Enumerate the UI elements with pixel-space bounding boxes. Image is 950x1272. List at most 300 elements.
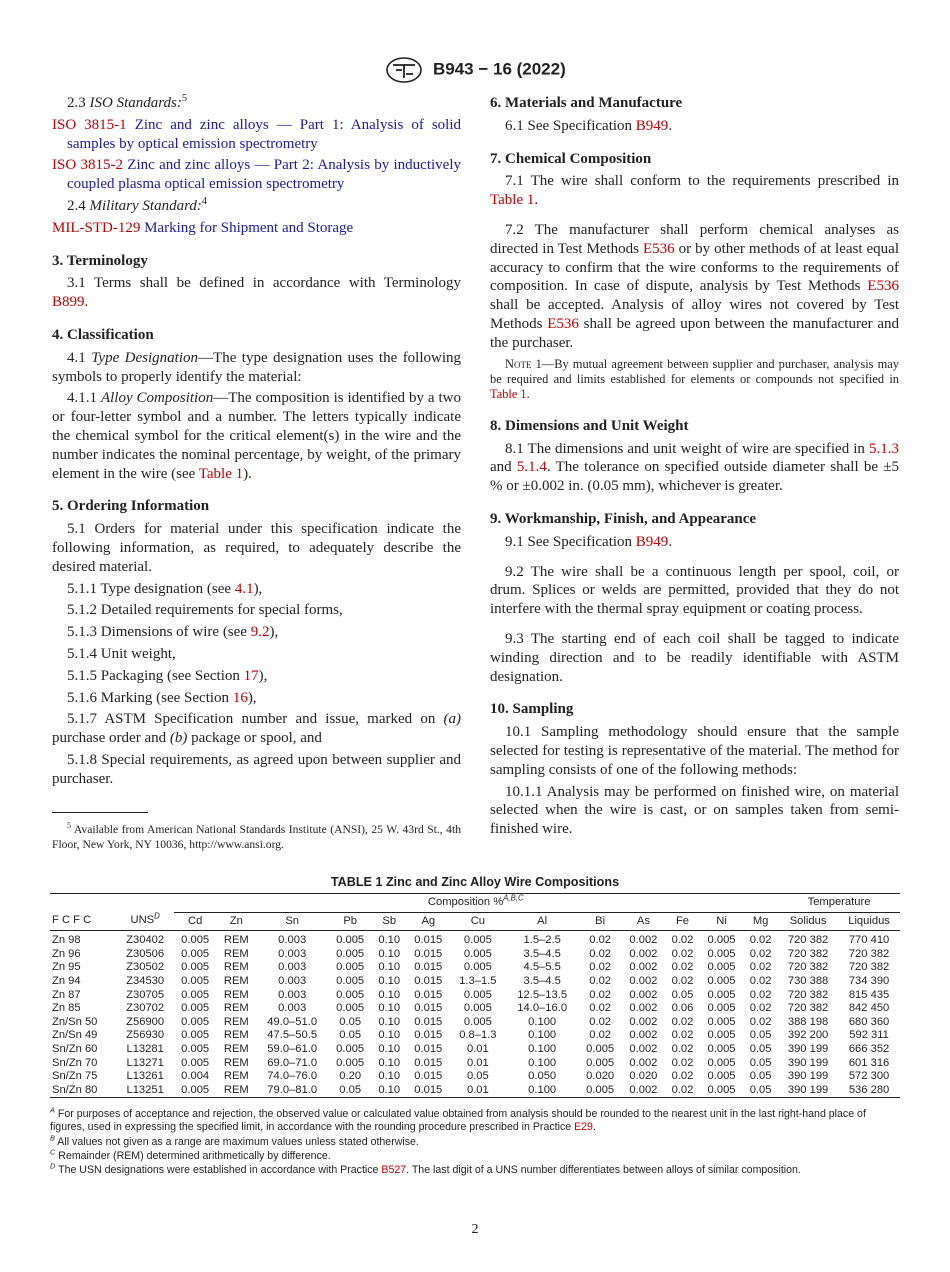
table-row: [50, 975, 900, 989]
table-cell: 0.05: [339, 1029, 362, 1042]
column-header: Sb: [372, 912, 407, 931]
table-cell: REM: [223, 974, 249, 987]
table-cell: 0.005: [586, 1056, 615, 1069]
column-header: F C F C: [50, 912, 117, 931]
footnote-divider: [52, 812, 148, 813]
table-cell: 0.002: [629, 1002, 658, 1015]
table-row: [50, 1002, 900, 1016]
section-5-1-5: 5.1.5 Packaging (see Section 17),: [67, 667, 268, 684]
table-cell: 0.02: [749, 1015, 772, 1028]
table-cell: 720 382: [787, 934, 829, 947]
table-cell: Sn/Zn 60: [52, 1042, 98, 1055]
table-cell: 0.02: [749, 1002, 772, 1015]
table-cell: Zn 96: [52, 947, 81, 960]
section-7-2: 7.2 The manufacturer shall perform chemical analyses as directed in Test Methods E536 or by other methods of at least equal accuracy to confirm that the wire conforms to the requirements of composition. In case of dispute, analysis by Test Methods E536 shall be accepted. Analysis of alloy wires not covered by Test Methods E536 shall be agreed upon between the manufacturer and the purchaser.: [490, 221, 899, 351]
table-cell: 1.5–2.5: [523, 934, 561, 947]
table-cell: 0.05: [339, 1015, 362, 1028]
table-cell: 0.100: [528, 1056, 557, 1069]
section-8-1: 8.1 The dimensions and unit weight of wire are specified in 5.1.3 and 5.1.4. The tolerance on specified outside diameter shall be ±5 % or ±0.002 in. (0.05 mm), whichever is greater.: [490, 440, 899, 495]
link-b949[interactable]: B949: [635, 117, 669, 134]
table-cell: 720 382: [787, 1002, 829, 1015]
table-cell: 1.3–1.5: [459, 974, 497, 987]
table-cell: 0.02: [589, 947, 612, 960]
table-cell: 0.10: [378, 974, 401, 987]
table-cell: 0.005: [463, 1002, 492, 1015]
table-cell: 0.005: [336, 1042, 365, 1055]
section-2-3-heading: 2.3 ISO Standards:$^5$: [67, 93, 188, 111]
table-cell: 0.02: [589, 988, 612, 1001]
table-cell: 390 199: [787, 1056, 829, 1069]
table-cell: 49.0–51.0: [267, 1015, 318, 1028]
table-cell: Z30506: [126, 947, 165, 960]
table-cell: 0.20: [339, 1070, 362, 1083]
link-section-16[interactable]: 16: [232, 689, 248, 706]
table-cell: 0.050: [528, 1070, 557, 1083]
table-cell: 0.005: [181, 1015, 210, 1028]
table-row: [50, 931, 900, 948]
section-3-1: 3.1 Terms shall be defined in accordance with Terminology B899.: [52, 275, 461, 311]
table-cell: 0.004: [181, 1070, 210, 1083]
table-cell: 0.003: [278, 1002, 307, 1015]
link-9-2[interactable]: 9.2: [250, 624, 270, 641]
table-cell: 79.0–81.0: [256, 1084, 329, 1098]
table-cell: 0.05: [749, 1042, 772, 1055]
standard-designation: B943 − 16 (2022): [432, 59, 566, 79]
table-cell: 0.002: [629, 988, 658, 1001]
table-cell: 0.02: [749, 961, 772, 974]
table-cell: 0.02: [671, 1029, 694, 1042]
table-cell: 0.002: [629, 1056, 658, 1069]
table-cell: 0.015: [414, 1002, 443, 1015]
column-header: Mg: [743, 912, 778, 931]
footnote-5: $^5$ Available from American National Standards Institute (ANSI), 25 W. 43rd St., 4th Floor, New York, NY 10036, http://www.ansi.org.: [52, 821, 461, 851]
table-cell: 0.10: [378, 1056, 401, 1069]
table-cell: Sn/Zn 75: [52, 1070, 98, 1083]
table-cell: Z30502: [126, 961, 165, 974]
table-row: [50, 1070, 900, 1084]
table-cell: 572 300: [848, 1070, 890, 1083]
section-6-1: 6.1 See Specification B949.: [505, 117, 673, 134]
table-cell: 0.005: [336, 1056, 365, 1069]
table-cell: 0.005: [707, 961, 736, 974]
table-cell: 59.0–61.0: [267, 1042, 318, 1055]
table-cell: 0.005: [181, 974, 210, 987]
table-cell: 0.02: [589, 934, 612, 947]
table-cell: REM: [223, 1002, 249, 1015]
table-cell: Zn 85: [52, 1002, 81, 1015]
table-cell: 0.015: [414, 1070, 443, 1083]
page-header: [0, 56, 950, 84]
table-cell: 47.5–50.5: [267, 1029, 318, 1042]
table-cell: Sn/Zn 80: [50, 1084, 117, 1098]
table-cell: L13281: [126, 1042, 164, 1055]
table-cell: 0.005: [707, 934, 736, 947]
section-4-1: 4.1 Type Designation—The type designation uses the following symbols to properly identify the material:: [52, 349, 462, 385]
table-cell: 0.005: [586, 1042, 615, 1055]
table-row: [50, 961, 900, 975]
table-cell: Zn 98: [52, 934, 81, 947]
table-cell: 0.02: [589, 961, 612, 974]
table-cell: 0.02: [589, 1002, 612, 1015]
table-cell: 0.10: [378, 1002, 401, 1015]
table-cell: 0.003: [278, 947, 307, 960]
table-cell: 0.10: [378, 947, 401, 960]
table-cell: 0.10: [378, 1070, 401, 1083]
link-e536[interactable]: E536: [547, 315, 579, 332]
link-b527[interactable]: B527: [381, 1164, 407, 1176]
table-cell: 0.02: [589, 974, 612, 987]
table-cell: 0.10: [372, 1084, 407, 1098]
table-cell: 74.0–76.0: [267, 1070, 318, 1083]
table-cell: Z56900: [126, 1015, 165, 1028]
table-cell: 666 352: [848, 1042, 890, 1055]
table-cell: Z30402: [126, 934, 165, 947]
column-header: Liquidus: [838, 912, 900, 931]
table-row: [50, 1084, 900, 1098]
link-e29[interactable]: E29: [574, 1121, 593, 1134]
table-cell: 0.005: [336, 961, 365, 974]
link-table-1[interactable]: Table 1: [490, 387, 527, 402]
section-10-1: 10.1 Sampling methodology should ensure that the sample selected for testing is representative of the material. The method for sampling consists of one of the following methods:: [490, 724, 899, 778]
table-cell: Zn 87: [52, 988, 81, 1001]
table-cell: 388 198: [787, 1015, 829, 1028]
table-cell: REM: [223, 1029, 249, 1042]
table-cell: 0.003: [278, 988, 307, 1001]
table-cell: 0.015: [407, 1084, 450, 1098]
table-cell: REM: [223, 934, 249, 947]
table-cell: 720 382: [787, 947, 829, 960]
table-cell: 0.005: [463, 1015, 492, 1028]
section-5-1: 5.1 Orders for material under this specification indicate the following information, as required, to adequately describe the desired material.: [52, 521, 461, 575]
table-cell: REM: [223, 1056, 249, 1069]
table-cell: 3.5–4.5: [523, 947, 561, 960]
table-cell: 0.02: [749, 934, 772, 947]
table-cell: 0.10: [378, 961, 401, 974]
table-cell: 0.005: [707, 1070, 736, 1083]
table-cell: 0.002: [629, 1042, 658, 1055]
page-number: 2: [471, 1222, 479, 1237]
table-cell: 0.005: [181, 934, 210, 947]
table-footnote-a: $^A$ For purposes of acceptance and rejection, the observed value or calculated value obtained from analysis should be rounded to the nearest unit in the last right-hand place of figures, used in expressing the specified limit, in accordance with the rounding procedure prescribed in Practice E29.: [50, 1105, 866, 1134]
table-cell: 0.005: [336, 934, 365, 947]
table-cell: 0.005: [463, 961, 492, 974]
table-cell: 12.5–13.5: [517, 988, 568, 1001]
table-cell: 0.015: [414, 947, 443, 960]
table-cell: 0.002: [629, 1015, 658, 1028]
table-cell: 0.005: [707, 988, 736, 1001]
table-cell: 0.005: [181, 947, 210, 960]
table-cell: REM: [217, 1084, 256, 1098]
table-cell: 0.100: [528, 1015, 557, 1028]
section-10-1-1: 10.1.1 Analysis may be performed on finished wire, on material selected when the wire is cast, or on samples taken from semi-finished wire.: [490, 783, 899, 838]
table-cell: 0.002: [629, 1029, 658, 1042]
link-table-1[interactable]: Table 1: [490, 192, 535, 209]
table-cell: 0.10: [378, 934, 401, 947]
table-row: [50, 948, 900, 962]
table-cell: 0.01: [466, 1056, 489, 1069]
table-cell: 0.05: [329, 1084, 372, 1098]
table-cell: 0.003: [278, 974, 307, 987]
table-cell: 392 200: [787, 1029, 829, 1042]
table-cell: 0.005: [463, 934, 492, 947]
section-4-1-1: 4.1.1 Alloy Composition—The composition is identified by a two or four-letter symbol and a number. The letters typically indicate the chemical symbol for the critical element(s) in the wire and the number indicates the nominal percentage, by weight, of the primary element in the wire (see Table 1).: [52, 390, 461, 482]
table-cell: 0.005: [181, 1042, 210, 1055]
table-cell: 0.005: [707, 1002, 736, 1015]
section-7-1: 7.1 The wire shall conform to the requirements prescribed in Table 1.: [490, 173, 899, 209]
table-cell: 0.020: [586, 1070, 615, 1083]
column-header: Ag: [407, 912, 450, 931]
table-cell: 536 280: [838, 1084, 900, 1098]
table-cell: 0.02: [589, 1029, 612, 1042]
column-header: Zn: [217, 912, 256, 931]
table-cell: 0.02: [671, 974, 694, 987]
table-cell: 0.05: [671, 988, 694, 1001]
table-cell: 0.05: [749, 1056, 772, 1069]
section-8-heading: 8. Dimensions and Unit Weight: [490, 417, 689, 434]
section-5-1-4: 5.1.4 Unit weight,: [67, 645, 176, 662]
column-header: Pb: [329, 912, 372, 931]
table-cell: 390 199: [778, 1084, 838, 1098]
table-cell: 14.0–16.0: [517, 1002, 568, 1015]
table-cell: 815 435: [848, 988, 890, 1001]
table-cell: 720 382: [848, 947, 890, 960]
table-cell: 0.100: [528, 1042, 557, 1055]
table-cell: 0.005: [463, 947, 492, 960]
table-cell: 0.005: [181, 1002, 210, 1015]
column-header: As: [622, 912, 665, 931]
table-cell: 0.02: [749, 988, 772, 1001]
table-cell: 0.015: [414, 1029, 443, 1042]
table-cell: 0.100: [506, 1084, 579, 1098]
table-cell: 69.0–71.0: [267, 1056, 318, 1069]
table-cell: REM: [223, 988, 249, 1001]
table-cell: 0.005: [707, 1056, 736, 1069]
table-footnote-c: $^C$ Remainder (REM) determined arithmetically by difference.: [50, 1147, 331, 1162]
link-5-1-3[interactable]: 5.1.3: [869, 440, 899, 457]
ref-iso-3815-1[interactable]: ISO 3815-1 Zinc and zinc alloys — Part 1: Analysis of solid samples by optical emission spectrometry: [52, 116, 462, 152]
link-e536[interactable]: E536: [867, 278, 899, 295]
table-cell: 0.005: [181, 988, 210, 1001]
section-9-3: 9.3 The starting end of each coil shall be tagged to indicate winding direction and to be readily identifiable with ASTM designation.: [490, 630, 899, 685]
table-cell: 592 311: [849, 1029, 889, 1042]
table-body: [50, 931, 900, 1098]
table-cell: 0.8–1.3: [459, 1029, 497, 1042]
section-7-heading: 7. Chemical Composition: [490, 150, 652, 167]
section-9-1: 9.1 See Specification B949.: [505, 533, 673, 550]
column-header: Ni: [700, 912, 743, 931]
table-cell: REM: [223, 947, 249, 960]
section-6-heading: 6. Materials and Manufacture: [490, 95, 683, 111]
table-cell: Zn/Sn 50: [52, 1015, 98, 1028]
table-cell: 3.5–4.5: [523, 974, 561, 987]
table-row: [50, 1016, 900, 1030]
column-header: Cu: [450, 912, 506, 931]
composition-header: Composition %$^{A,B,C}$: [174, 894, 779, 913]
ref-iso-3815-2[interactable]: ISO 3815-2 Zinc and zinc alloys — Part 2: Analysis by inductively coupled plasma optical emission spectrometry: [52, 157, 462, 193]
link-table-1[interactable]: Table 1: [198, 465, 244, 482]
table-cell: 4.5–5.5: [523, 961, 561, 974]
table-cell: 0.01: [450, 1084, 506, 1098]
table-cell: 0.10: [378, 988, 401, 1001]
table-cell: REM: [223, 1070, 249, 1083]
table-cell: 0.005: [707, 1015, 736, 1028]
table-cell: 0.10: [378, 1029, 401, 1042]
table-cell: 0.02: [671, 961, 694, 974]
table-cell: Z34530: [126, 974, 165, 987]
table-cell: L13261: [126, 1070, 164, 1083]
section-4-heading: 4. Classification: [52, 326, 154, 343]
table-cell: 0.005: [707, 1029, 736, 1042]
table-cell: 0.02: [671, 1042, 694, 1055]
section-5-1-2: 5.1.2 Detailed requirements for special forms,: [67, 602, 343, 619]
section-5-1-6: 5.1.6 Marking (see Section 16),: [67, 689, 257, 706]
table-cell: REM: [223, 1042, 249, 1055]
table-row: [50, 1043, 900, 1057]
table-cell: 720 382: [848, 961, 890, 974]
table-footnote-d: $^D$ The USN designations were established in accordance with Practice B527. The last digit of a UNS number differentiates between alloys of similar composition.: [50, 1161, 801, 1176]
column-header: Fe: [665, 912, 700, 931]
table-cell: 0.015: [414, 974, 443, 987]
table-cell: 0.02: [749, 974, 772, 987]
table-cell: 0.015: [414, 1015, 443, 1028]
table-cell: 0.015: [414, 1056, 443, 1069]
table-cell: 842 450: [848, 1002, 890, 1015]
table-cell: 0.02: [671, 1015, 694, 1028]
table-cell: 0.002: [629, 974, 658, 987]
table-cell: 0.02: [671, 1056, 694, 1069]
column-header: Bi: [579, 912, 622, 931]
section-5-heading: 5. Ordering Information: [52, 498, 210, 515]
table-cell: 0.05: [743, 1084, 778, 1098]
column-header: Al: [506, 912, 579, 931]
table-row: [50, 1029, 900, 1043]
table-cell: 0.005: [336, 974, 365, 987]
link-b899[interactable]: B899: [52, 294, 85, 311]
table-row: [50, 989, 900, 1003]
column-header: Sn: [256, 912, 329, 931]
table-cell: 730 388: [787, 974, 829, 987]
table-cell: 0.005: [579, 1084, 622, 1098]
table-cell: 0.002: [629, 947, 658, 960]
table-cell: Z56930: [126, 1029, 165, 1042]
table-cell: 0.10: [378, 1015, 401, 1028]
table-cell: 0.02: [589, 1015, 612, 1028]
table-cell: 0.015: [414, 988, 443, 1001]
composition-table: [50, 893, 900, 1098]
link-4-1[interactable]: 4.1: [234, 580, 254, 597]
table-cell: Zn/Sn 49: [52, 1029, 98, 1042]
table-cell: 0.005: [700, 1084, 743, 1098]
table-cell: 0.01: [466, 1042, 489, 1055]
table-cell: 0.015: [414, 1042, 443, 1055]
table-title: TABLE 1 Zinc and Zinc Alloy Wire Compositions: [330, 875, 620, 889]
table-cell: 0.002: [629, 961, 658, 974]
table-cell: 0.005: [336, 988, 365, 1001]
section-5-1-1: 5.1.1 Type designation (see 4.1),: [67, 580, 263, 597]
section-10-heading: 10. Sampling: [490, 701, 574, 718]
table-cell: 770 410: [848, 934, 890, 947]
left-column: [52, 94, 461, 792]
table-cell: 0.003: [278, 934, 307, 947]
table-footnote-b: $^B$ All values not given as a range are maximum values unless stated otherwise.: [50, 1133, 419, 1148]
table-cell: 0.02: [671, 947, 694, 960]
table-cell: Zn 95: [52, 961, 81, 974]
table-cell: 0.005: [707, 1042, 736, 1055]
table-cell: 0.005: [174, 1084, 217, 1098]
column-header-row: [50, 912, 900, 931]
table-cell: 0.05: [466, 1070, 489, 1083]
section-9-2: 9.2 The wire shall be a continuous length per spool, coil, or drum. Splices or welds are permitted, provided that they do not interfere with the thermal spray equipment or coating process.: [490, 563, 899, 618]
column-header: Solidus: [778, 912, 838, 931]
table-cell: Sn/Zn 70: [52, 1056, 98, 1069]
table-cell: 0.10: [378, 1042, 401, 1055]
table-cell: Z30705: [126, 988, 165, 1001]
table-cell: 0.002: [622, 1084, 665, 1098]
table-cell: 0.005: [181, 961, 210, 974]
table-cell: 0.015: [414, 934, 443, 947]
table-cell: 0.02: [671, 1070, 694, 1083]
ref-mil-std-129[interactable]: MIL-STD-129 Marking for Shipment and Storage: [52, 219, 354, 236]
table-cell: L13271: [126, 1056, 164, 1069]
section-5-1-8: 5.1.8 Special requirements, as agreed upon between supplier and purchaser.: [52, 751, 461, 787]
link-b949[interactable]: B949: [635, 533, 669, 550]
table-cell: 0.005: [181, 1056, 210, 1069]
table-cell: Z30702: [126, 1002, 165, 1015]
table-cell: 720 382: [787, 988, 829, 1001]
link-e536[interactable]: E536: [642, 240, 675, 257]
table-cell: 601 316: [848, 1056, 890, 1069]
column-header: Cd: [174, 912, 217, 931]
table-cell: 0.005: [707, 947, 736, 960]
section-3-heading: 3. Terminology: [52, 252, 148, 269]
table-cell: 0.005: [463, 988, 492, 1001]
table-cell: REM: [223, 1015, 249, 1028]
section-5-1-3: 5.1.3 Dimensions of wire (see 9.2),: [67, 624, 279, 641]
table-cell: 0.02: [749, 947, 772, 960]
table-cell: 0.020: [629, 1070, 658, 1083]
table-cell: 390 199: [787, 1070, 829, 1083]
table-cell: 0.02: [671, 934, 694, 947]
table-cell: 680 360: [848, 1015, 890, 1028]
table-cell: 0.06: [671, 1002, 694, 1015]
table-cell: 0.005: [181, 1029, 210, 1042]
table-cell: 0.002: [629, 934, 658, 947]
link-section-17[interactable]: 17: [243, 667, 259, 684]
table-cell: REM: [223, 961, 249, 974]
table-cell: Zn 94: [52, 974, 81, 987]
section-5-1-7: 5.1.7 ASTM Specification number and issue, marked on (a) purchase order and (b) package or spool, and: [52, 711, 461, 747]
table-cell: 0.003: [278, 961, 307, 974]
note-1: Note 1—By mutual agreement between supplier and purchaser, analysis may be required and limits established for elements or compounds not specified in Table 1.: [490, 356, 899, 402]
table-cell: 0.02: [665, 1084, 700, 1098]
section-2-4-heading: 2.4 Military Standard:$^4$: [67, 195, 208, 214]
column-header: $UNS^D$: [117, 912, 174, 931]
table-cell: 720 382: [787, 961, 829, 974]
table-cell: 390 199: [787, 1042, 829, 1055]
temperature-header: Temperature: [778, 894, 900, 913]
link-5-1-4[interactable]: 5.1.4: [516, 459, 547, 476]
right-column: [490, 94, 899, 842]
table-row: [50, 1057, 900, 1071]
section-9-heading: 9. Workmanship, Finish, and Appearance: [490, 510, 757, 527]
table-cell: L13251: [117, 1084, 174, 1098]
astm-logo-icon: [384, 56, 424, 84]
table-cell: 0.015: [414, 961, 443, 974]
table-cell: 0.100: [528, 1029, 557, 1042]
table-cell: 0.005: [336, 947, 365, 960]
table-cell: 734 390: [848, 974, 890, 987]
table-cell: 0.05: [749, 1029, 772, 1042]
